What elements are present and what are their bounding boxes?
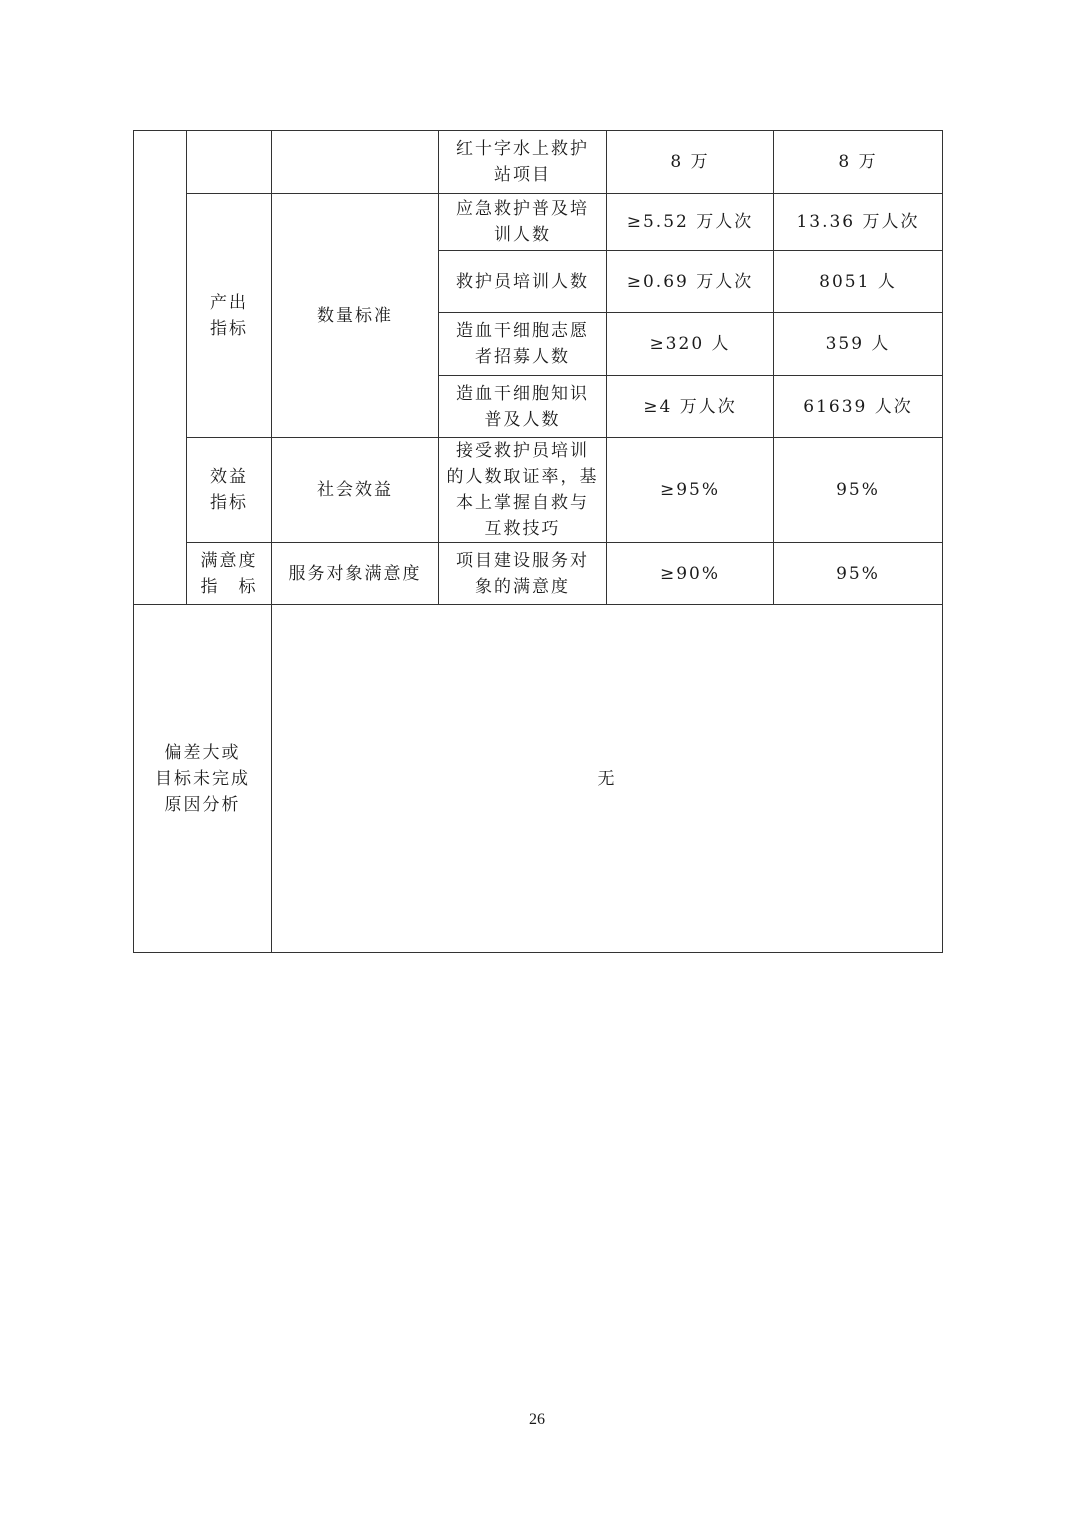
indicator-cell: 造血干细胞志愿 者招募人数 xyxy=(439,313,607,376)
target-cell: ≥5.52 万人次 xyxy=(607,194,774,251)
target-cell: ≥4 万人次 xyxy=(607,376,774,438)
deviation-label: 偏差大或 目标未完成 原因分析 xyxy=(134,605,272,953)
category-cell: 产出 指标 xyxy=(187,194,272,438)
actual-cell: 95% xyxy=(774,543,943,605)
standard-cell xyxy=(272,131,439,194)
page-number: 26 xyxy=(529,1411,545,1428)
deviation-content: 无 xyxy=(272,605,943,953)
deviation-row xyxy=(134,605,943,953)
table-row xyxy=(134,194,943,251)
indicator-cell: 项目建设服务对 象的满意度 xyxy=(439,543,607,605)
category-cell: 效益 指标 xyxy=(187,438,272,543)
standard-cell: 服务对象满意度 xyxy=(272,543,439,605)
actual-cell: 8051 人 xyxy=(774,251,943,313)
target-cell: ≥90% xyxy=(607,543,774,605)
performance-table xyxy=(133,130,943,953)
standard-cell: 数量标准 xyxy=(272,194,439,438)
indicator-cell: 接受救护员培训 的人数取证率，基 本上掌握自救与 互救技巧 xyxy=(439,438,607,543)
actual-cell: 359 人 xyxy=(774,313,943,376)
standard-cell: 社会效益 xyxy=(272,438,439,543)
indicator-cell: 红十字水上救护 站项目 xyxy=(439,131,607,194)
indicator-cell: 救护员培训人数 xyxy=(439,251,607,313)
target-cell: ≥0.69 万人次 xyxy=(607,251,774,313)
actual-cell: 8 万 xyxy=(774,131,943,194)
category-cell xyxy=(187,131,272,194)
table-row xyxy=(134,131,943,194)
actual-cell: 13.36 万人次 xyxy=(774,194,943,251)
table-row xyxy=(134,543,943,605)
indicator-cell: 造血干细胞知识 普及人数 xyxy=(439,376,607,438)
actual-cell: 61639 人次 xyxy=(774,376,943,438)
target-cell: ≥320 人 xyxy=(607,313,774,376)
category-cell: 满意度 指 标 xyxy=(187,543,272,605)
actual-cell: 95% xyxy=(774,438,943,543)
indicator-cell: 应急救护普及培 训人数 xyxy=(439,194,607,251)
outer-blank-cell xyxy=(134,131,187,605)
target-cell: ≥95% xyxy=(607,438,774,543)
target-cell: 8 万 xyxy=(607,131,774,194)
table-row xyxy=(134,438,943,543)
